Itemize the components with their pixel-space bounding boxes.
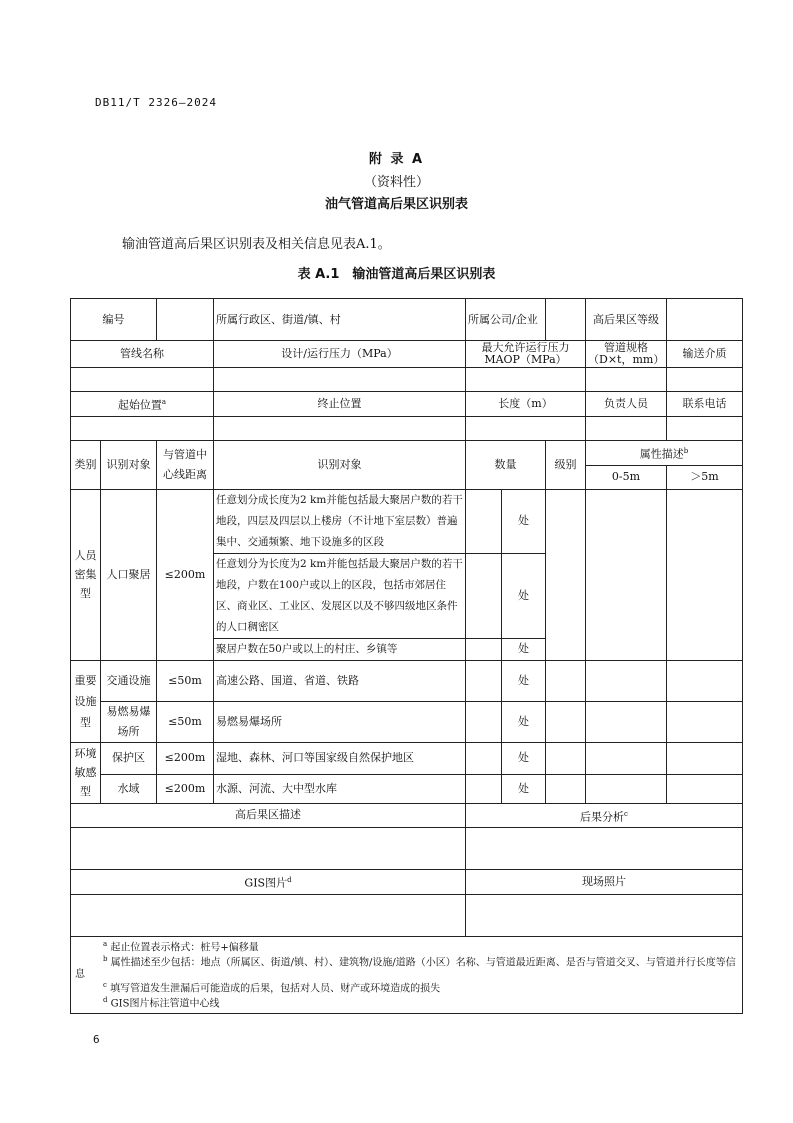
protect-level[interactable] [546,742,586,774]
attr-over-5m-header: ＞5m [667,465,743,489]
water-attr-b[interactable] [667,774,743,803]
water-level[interactable] [546,774,586,803]
length-label: 长度（m） [466,392,586,417]
grade-value[interactable] [667,299,743,341]
crowd-qty-3[interactable] [466,638,502,660]
hca-desc-label: 高后果区描述 [71,803,466,828]
traffic-target: 交通设施 [101,660,157,701]
traffic-attr-b[interactable] [667,660,743,701]
object-header: 识别对象 [214,440,466,489]
person-value[interactable] [586,416,667,440]
protect-target: 保护区 [101,742,157,774]
explosive-attr-b[interactable] [667,701,743,742]
protect-attr-a[interactable] [586,742,667,774]
gis-label: GIS图片$^d$ [71,870,466,895]
traffic-level[interactable] [546,660,586,701]
protect-unit: 处 [502,742,546,774]
explosive-target: 易燃易爆场所 [101,701,157,742]
start-position-value[interactable] [71,416,214,440]
water-distance: ≤200m [157,774,214,803]
crowd-qty-2[interactable] [466,553,502,638]
maop-value[interactable] [466,368,586,392]
crowd-category: 人员密集型 [71,489,101,660]
water-unit: 处 [502,774,546,803]
phone-label: 联系电话 [667,392,743,417]
protect-attr-b[interactable] [667,742,743,774]
crowd-target: 人口聚居 [101,489,157,660]
annex-title: 附 录 A [368,152,425,167]
note-a: $^a$ 起止位置表示格式：桩号+偏移量 [103,939,259,954]
intro-text: 输油管道高后果区识别表及相关信息见表A.1。 [122,237,391,252]
photo-label: 现场照片 [466,870,743,895]
attr-header: 属性描述$^b$ [586,440,743,465]
note-b: $^b$ 属性描述至少包括：地点（所属区、街道/镇、村）、建筑物/设施/道路（小区）名称、与管道最近距离、是否与管道交叉、与管道并行长度等信息 [75,954,736,980]
design-pressure-value[interactable] [214,368,466,392]
company-label: 所属公司/企业 [466,299,546,341]
medium-value[interactable] [667,368,743,392]
medium-label: 输送介质 [667,341,743,368]
number-label: 编号 [71,299,157,341]
traffic-desc: 高速公路、国道、省道、铁路 [214,660,466,701]
page-number: 6 [93,1033,100,1046]
protect-desc: 湿地、森林、河口等国家级自然保护地区 [214,742,466,774]
note-d: $^d$ GIS图片标注管道中心线 [103,995,220,1010]
crowd-desc-2: 任意划分为长度为2 km并能包括最大聚居户数的若干地段，户数在100户或以上的区段，包括市郊居住区、商业区、工业区、发展区以及不够四级地区条件的人口稠密区 [214,553,466,638]
end-position-label: 终止位置 [214,392,466,417]
explosive-unit: 处 [502,701,546,742]
crowd-qty-1[interactable] [466,489,502,553]
district-label: 所属行政区、街道/镇、村 [214,299,466,341]
traffic-distance: ≤50m [157,660,214,701]
annex-name: 油气管道高后果区识别表 [324,197,468,212]
important-category: 重要设施型 [71,660,101,742]
attr-0-5m-header: 0-5m [586,465,667,489]
consequence-value[interactable] [466,828,743,870]
explosive-attr-a[interactable] [586,701,667,742]
table-caption: 表 A.1 输油管道高后果区识别表 [297,267,496,282]
hca-desc-value[interactable] [71,828,466,870]
crowd-attr-b[interactable] [667,489,743,660]
table-notes [71,936,743,1013]
design-pressure-label: 设计/运行压力（MPa） [214,341,466,368]
start-position-label: 起始位置$^a$ [71,392,214,417]
water-qty[interactable] [466,774,502,803]
annex-nature: （资料性） [363,175,429,190]
traffic-attr-a[interactable] [586,660,667,701]
explosive-desc: 易燃易爆场所 [214,701,466,742]
explosive-distance: ≤50m [157,701,214,742]
environment-category: 环境敏感型 [71,742,101,803]
hca-identification-table [70,298,743,1014]
note-c: $^c$ 填写管道发生泄漏后可能造成的后果，包括对人员、财产或环境造成的损失 [103,981,441,995]
quantity-header: 数量 [466,440,546,489]
crowd-unit-2: 处 [502,553,546,638]
traffic-unit: 处 [502,660,546,701]
spec-label: 管道规格（D×t，mm） [586,341,667,368]
standard-code: DB11/T 2326—2024 [95,96,217,109]
explosive-level[interactable] [546,701,586,742]
maop-label: 最大允许运行压力MAOP（MPa） [466,341,586,368]
distance-header: 与管道中心线距离 [157,440,214,489]
consequence-label: 后果分析$^c$ [466,803,743,828]
water-target: 水域 [101,774,157,803]
target-header: 识别对象 [101,440,157,489]
explosive-qty[interactable] [466,701,502,742]
company-value[interactable] [546,299,586,341]
traffic-qty[interactable] [466,660,502,701]
water-attr-a[interactable] [586,774,667,803]
level-header: 级别 [546,440,586,489]
person-label: 负责人员 [586,392,667,417]
crowd-distance: ≤200m [157,489,214,660]
crowd-desc-3: 聚居户数在50户或以上的村庄、乡镇等 [214,638,466,660]
crowd-level[interactable] [546,489,586,660]
protect-qty[interactable] [466,742,502,774]
crowd-unit-3: 处 [502,638,546,660]
pipeline-name-value[interactable] [71,368,214,392]
crowd-desc-1: 任意划分成长度为2 km并能包括最大聚居户数的若干地段，四层及四层以上楼房（不计地下室层数）普遍集中、交通频繁、地下设施多的区段 [214,489,466,553]
length-value[interactable] [466,416,586,440]
protect-distance: ≤200m [157,742,214,774]
category-header: 类别 [71,440,101,489]
grade-label: 高后果区等级 [586,299,667,341]
photo-value[interactable] [466,894,743,936]
water-desc: 水源、河流、大中型水库 [214,774,466,803]
spec-value[interactable] [586,368,667,392]
crowd-attr-a[interactable] [586,489,667,660]
crowd-unit-1: 处 [502,489,546,553]
pipeline-name-label: 管线名称 [71,341,214,368]
number-value[interactable] [157,299,214,341]
gis-value[interactable] [71,894,466,936]
end-position-value[interactable] [214,416,466,440]
phone-value[interactable] [667,416,743,440]
